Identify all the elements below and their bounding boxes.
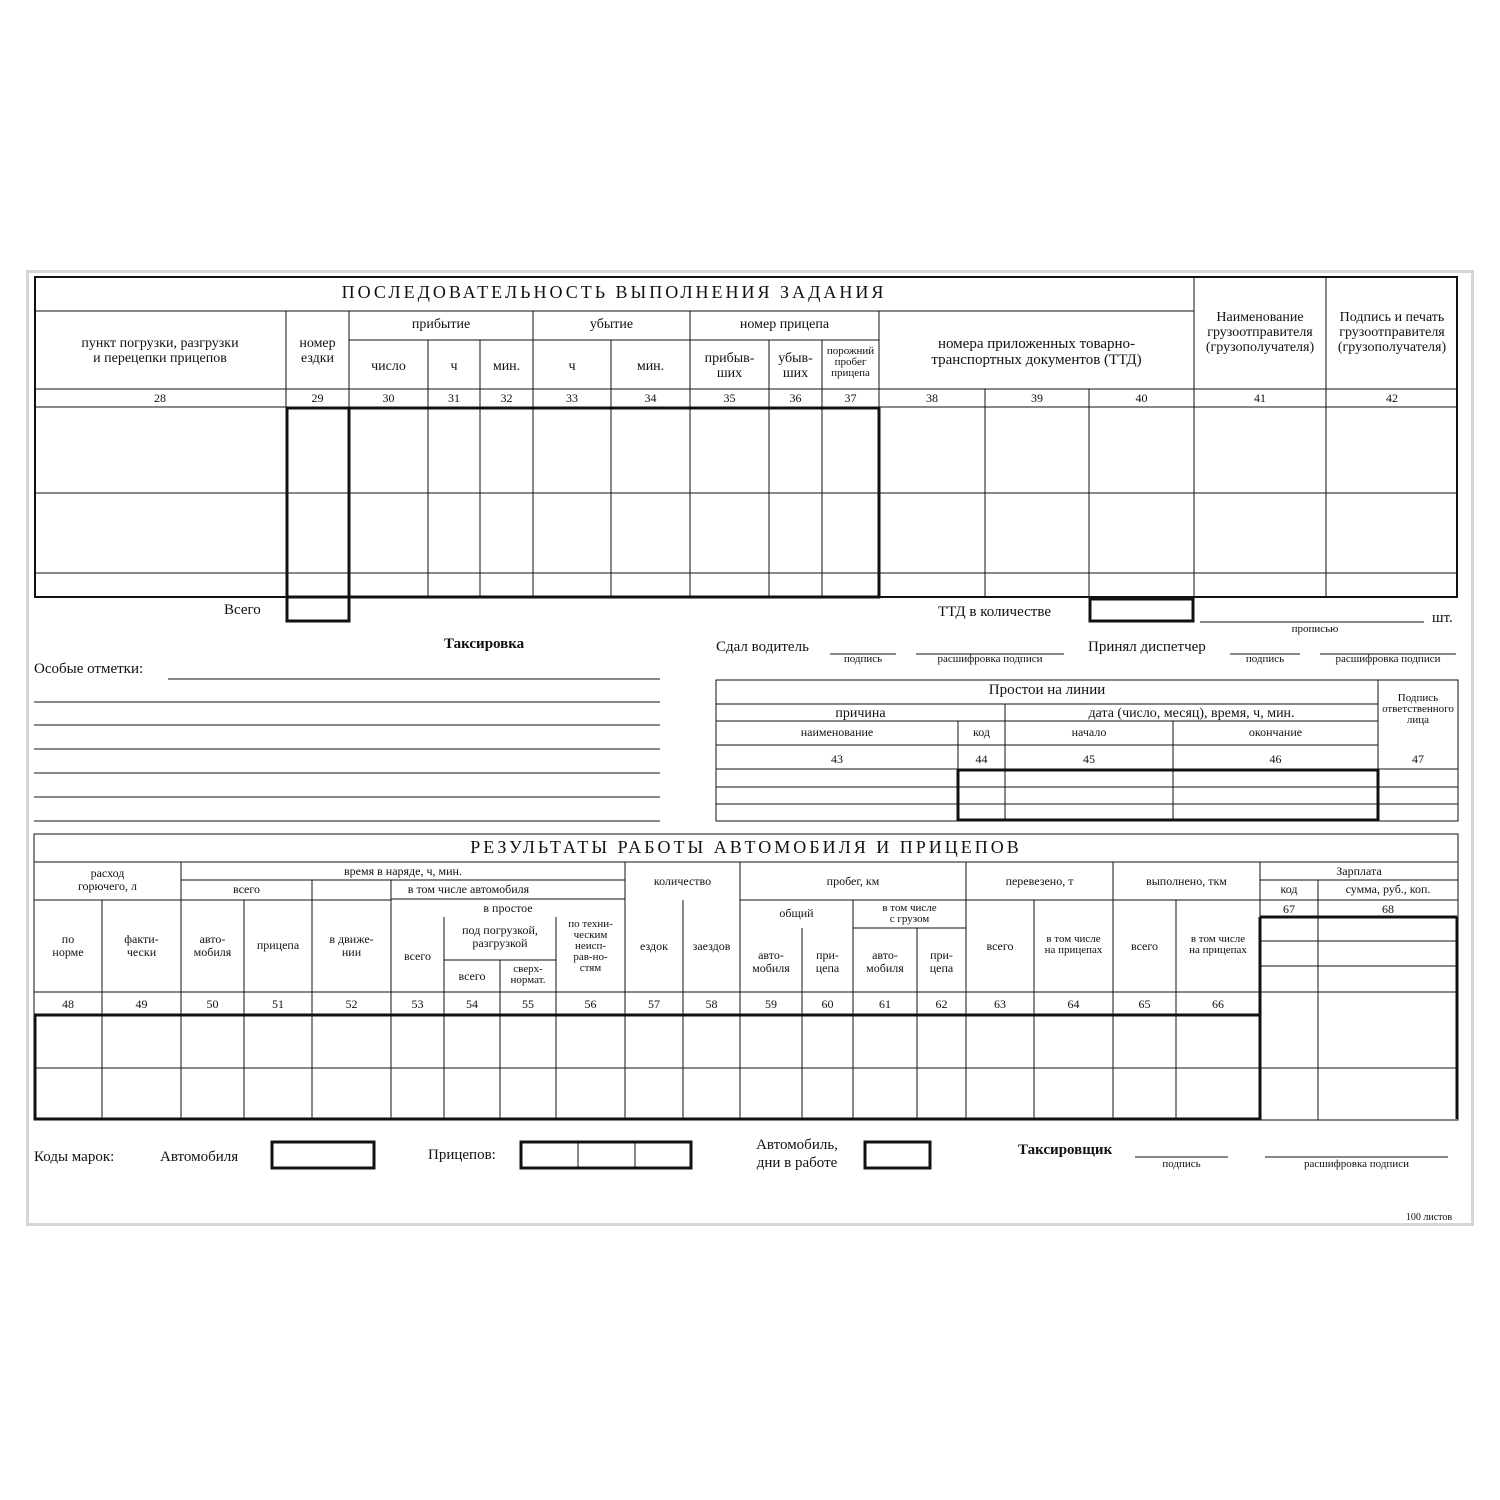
col-num-68: 68: [1382, 902, 1394, 916]
ttd-count-label: ТТД в количестве: [938, 604, 1051, 620]
col-num-33: 33: [566, 391, 578, 405]
col-num-55: 55: [522, 997, 534, 1011]
header-trailer-arrived: прибыв- ших: [704, 351, 755, 381]
header-trailer-number: номер прицепа: [739, 317, 830, 332]
header-ttd-numbers: номера приложенных товарно- транспортных документов (ТТД): [931, 336, 1142, 368]
pieces-label: шт.: [1432, 610, 1453, 626]
col-num-59: 59: [765, 997, 777, 1011]
col-num-54: 54: [466, 997, 478, 1011]
results-fuel-actual: факти- чески: [124, 932, 159, 959]
col-num-36: 36: [789, 391, 802, 405]
task-sequence-title: ПОСЛЕДОВАТЕЛЬНОСТЬ ВЫПОЛНЕНИЯ ЗАДАНИЯ: [341, 282, 887, 302]
col-num-58: 58: [705, 997, 718, 1011]
total-trips-field[interactable]: [288, 598, 348, 620]
col-num-40: 40: [1135, 391, 1148, 405]
results-under-loading: под погрузкой, разгрузкой: [462, 923, 538, 950]
dispatcher-signature-caption: подпись: [1245, 653, 1285, 665]
header-departure-minute: мин.: [636, 359, 665, 374]
vehicle-code-field[interactable]: [274, 1144, 372, 1166]
special-marks-field[interactable]: [168, 660, 660, 822]
taxer-label: Таксировщик: [1018, 1142, 1113, 1158]
results-in-motion: в движе- нии: [329, 932, 374, 959]
col-num-37: 37: [844, 391, 857, 405]
results-transported: перевезено, т: [1005, 874, 1074, 888]
downtime-name: наименование: [800, 725, 874, 739]
header-arrival-minute: мин.: [492, 359, 521, 374]
total-label: Всего: [224, 602, 261, 618]
dispatcher-decoding-caption: расшифровка подписи: [1335, 653, 1441, 665]
driver-decoding-caption: расшифровка подписи: [937, 653, 1043, 665]
sheets-count: 100 листов: [1405, 1212, 1453, 1223]
col-num-64: 64: [1067, 997, 1080, 1011]
col-num-31: 31: [448, 391, 460, 405]
col-num-34: 34: [644, 391, 657, 405]
col-num-29: 29: [311, 391, 324, 405]
results-salary-sum: сумма, руб., коп.: [1345, 882, 1431, 896]
taxer-decoding-caption: расшифровка подписи: [1304, 1158, 1409, 1170]
results-fuel-norm: по норме: [52, 932, 84, 959]
col-num-65: 65: [1138, 997, 1151, 1011]
col-num-51: 51: [272, 997, 284, 1011]
results-performed-total: всего: [1130, 939, 1159, 953]
col-num-67: 67: [1283, 902, 1295, 916]
downtime-title: Простои на линии: [988, 682, 1106, 698]
results-ul-total: всего: [458, 969, 486, 983]
header-departure: убытие: [589, 317, 634, 332]
results-idle-total: всего: [403, 949, 432, 963]
results-performed: выполнено, ткм: [1146, 874, 1227, 888]
results-performed-trailers: в том числе на прицепах: [1189, 933, 1247, 956]
col-num-32: 32: [500, 391, 513, 405]
results-mileage-total: общий: [779, 906, 814, 920]
col-num-52: 52: [345, 997, 358, 1011]
ttd-count-field[interactable]: [1091, 600, 1192, 620]
downtime-end: окончание: [1248, 725, 1303, 739]
col-num-63: 63: [994, 997, 1006, 1011]
col-num-41: 41: [1254, 391, 1266, 405]
downtime-start: начало: [1071, 725, 1107, 739]
results-trips: ездок: [640, 939, 668, 953]
col-num-49: 49: [135, 997, 148, 1011]
downtime-code: код: [973, 725, 990, 739]
col-num-48: 48: [62, 997, 74, 1011]
results-title: РЕЗУЛЬТАТЫ РАБОТЫ АВТОМОБИЛЯ И ПРИЦЕПОВ: [470, 837, 1022, 857]
results-technical: по техни- ческим неисп- рав-но- стям: [568, 918, 613, 974]
header-trailer-departed: убыв- ших: [778, 351, 813, 381]
header-departure-hour: ч: [568, 359, 576, 374]
special-marks-label: Особые отметки:: [34, 661, 144, 677]
results-quantity: количество: [653, 874, 712, 888]
header-trailer-empty-run: порожний пробег прицепа: [826, 345, 875, 379]
results-vehicle: авто- мобиля: [193, 932, 232, 959]
col-num-47: 47: [1412, 752, 1424, 766]
col-num-28: 28: [154, 391, 166, 405]
col-num-61: 61: [879, 997, 891, 1011]
header-trip-number: номер ездки: [299, 336, 336, 366]
results-trailer: прицепа: [256, 938, 300, 952]
col-num-50: 50: [206, 997, 219, 1011]
col-num-43: 43: [831, 752, 843, 766]
col-num-30: 30: [382, 391, 395, 405]
results-fuel: расход горючего, л: [77, 866, 138, 893]
trailers-code-field[interactable]: [523, 1144, 689, 1166]
taxer-signature-caption: подпись: [1162, 1158, 1201, 1170]
results-mileage-loaded: в том числе с грузом: [882, 902, 937, 925]
results-transported-total: всего: [986, 939, 1014, 953]
downtime-reason: причина: [835, 706, 886, 721]
col-num-44: 44: [975, 752, 988, 766]
results-ul-overnorm: сверх- нормат.: [510, 963, 546, 986]
dispatcher-label: Принял диспетчер: [1088, 639, 1206, 655]
header-arrival: прибытие: [411, 317, 471, 332]
col-num-60: 60: [821, 997, 834, 1011]
results-including-vehicle: в том числе автомобиля: [407, 882, 530, 896]
col-num-46: 46: [1269, 752, 1282, 766]
in-words-caption: прописью: [1291, 623, 1339, 635]
col-num-45: 45: [1083, 752, 1095, 766]
results-time-on-duty: время в наряде, ч, мин.: [344, 864, 462, 878]
header-arrival-hour: ч: [450, 359, 458, 374]
header-shipper-signature: Подпись и печать грузоотправителя (грузополучателя): [1337, 310, 1447, 355]
results-mileage: пробег, км: [826, 874, 880, 888]
results-idle: в простое: [483, 901, 533, 915]
col-num-42: 42: [1386, 391, 1398, 405]
results-transported-trailers: в том числе на прицепах: [1044, 933, 1103, 956]
col-num-57: 57: [648, 997, 660, 1011]
vehicle-days-label: Автомобиль, дни в работе: [756, 1137, 838, 1171]
trailers-code-label: Прицепов:: [428, 1147, 496, 1163]
vehicle-code-label: Автомобиля: [160, 1149, 239, 1165]
vehicle-days-field[interactable]: [867, 1144, 928, 1166]
results-loaded-vehicle: авто- мобиля: [866, 948, 904, 975]
results-loaded-trailer: при- цепа: [929, 948, 954, 975]
brand-codes-label: Коды марок:: [34, 1149, 115, 1165]
results-entries: заездов: [692, 939, 731, 953]
taxing-title: Таксировка: [444, 636, 525, 652]
col-num-62: 62: [935, 997, 948, 1011]
downtime-datetime: дата (число, месяц), время, ч, мин.: [1088, 706, 1295, 721]
header-arrival-day: число: [371, 359, 406, 374]
driver-signature-caption: подпись: [843, 653, 883, 665]
results-salary: Зарплата: [1336, 864, 1382, 878]
downtime-responsible-signature: Подпись ответственного лица: [1382, 692, 1454, 726]
results-mileage-trailer: при- цепа: [815, 948, 840, 975]
col-num-38: 38: [926, 391, 938, 405]
header-shipper-name: Наименование грузоотправителя (грузополучателя): [1205, 310, 1315, 355]
col-num-35: 35: [723, 391, 736, 405]
results-mileage-vehicle: авто- мобиля: [752, 948, 790, 975]
col-num-66: 66: [1212, 997, 1224, 1011]
results-salary-code: код: [1280, 882, 1298, 896]
col-num-56: 56: [584, 997, 597, 1011]
col-num-53: 53: [411, 997, 424, 1011]
results-total: всего: [232, 882, 261, 896]
driver-label: Сдал водитель: [716, 639, 809, 655]
header-loading-point: пункт погрузки, разгрузки и перецепки прицепов: [81, 336, 239, 366]
col-num-39: 39: [1031, 391, 1043, 405]
